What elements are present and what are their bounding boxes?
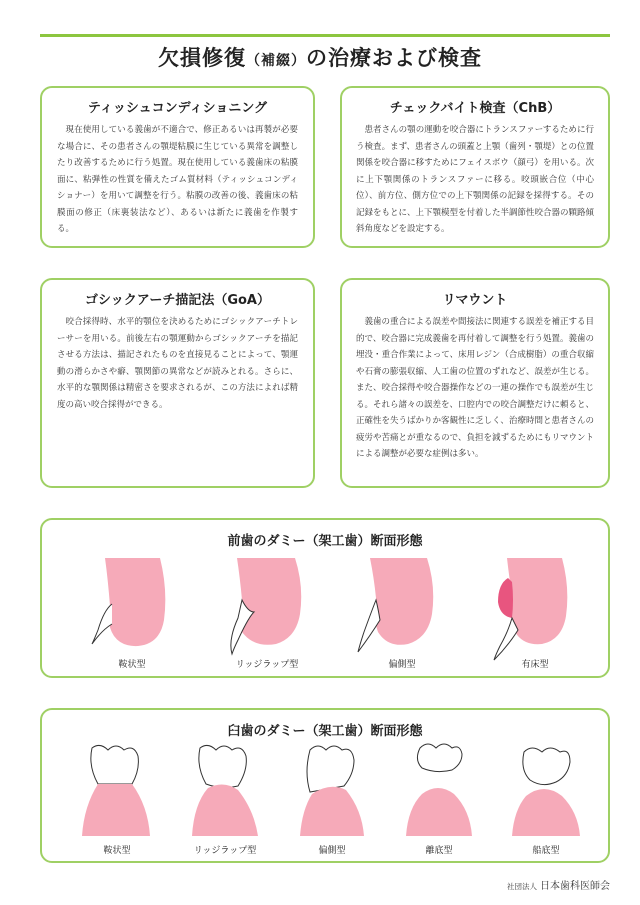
posterior-pontic-figures — [42, 710, 608, 861]
posterior-boat-figure — [512, 748, 580, 836]
anterior-label-1: 鞍状型 — [118, 660, 146, 670]
tissue-conditioning-box — [40, 86, 315, 248]
gothic-arch-text: 咬合採得時、水平的顎位を決めるためにゴシックアーチトレーサーを用いる。前後左右の顎運動からゴシックアーチを描記させる方法は、描記されたものを直接見ることによって、顎運動の滑らかさや癖、顎関節の異常などが読みとれる。さらに、水平的な顎関係は精密さを要求されるが、この方法によれば精度の高い咬合採得ができる。 — [57, 317, 298, 410]
remount-box — [340, 278, 610, 488]
anterior-pontic-figures — [42, 520, 608, 676]
posterior-label-1: 鞍状型 — [103, 846, 131, 856]
anterior-pontic-heading: 前歯のダミー（架工歯）断面形態 — [227, 534, 423, 549]
anterior-pontic-panel — [40, 518, 610, 678]
anterior-base-figure — [494, 558, 567, 660]
tissue-conditioning-text: 現在使用している義歯が不適合で、修正あるいは再製が必要な場合に、その患者さんの顎堤粘膜に生じている異常を調整したり改善するために行う処置。現在使用している義歯床の粘膜面に、粘弾性の性質を備えたゴム質材料（ティッシュコンディショナー）を用いて調整を行う。粘膜の改善の後、義歯床の粘膜面の修正（床裏装法など）、あるいは新たに義歯を作製する。 — [57, 125, 298, 234]
posterior-detached-figure — [406, 744, 472, 836]
remount-heading: リマウント — [442, 293, 508, 308]
anterior-label-3: 偏側型 — [388, 660, 416, 670]
posterior-pontic-panel — [40, 708, 610, 863]
posterior-label-5: 船底型 — [532, 846, 560, 856]
anterior-ridge-lap-figure — [231, 558, 301, 654]
top-rule — [40, 34, 610, 37]
posterior-saddle-figure — [82, 745, 150, 836]
posterior-pontic-heading: 臼歯のダミー（架工歯）断面形態 — [227, 724, 423, 739]
check-bite-heading: チェックバイト検査（ChB） — [389, 101, 561, 116]
posterior-label-4: 離底型 — [425, 846, 453, 856]
posterior-label-2: リッジラップ型 — [193, 846, 257, 856]
anterior-saddle-figure — [92, 558, 165, 646]
gothic-arch-box — [40, 278, 315, 488]
check-bite-box — [340, 86, 610, 248]
gothic-arch-heading: ゴシックアーチ描記法（GoA） — [84, 293, 270, 308]
remount-text: 義歯の重合による誤差や間接法に関連する誤差を補正する目的で、咬合器に完成義歯を再付着して調整を行う処置。義歯の埋没・重合作業によって、床用レジン（合成樹脂）の重合収縮や石膏の膨張収縮、人工歯の位置のずれなど、誤差が生じる。また、咬合採得や咬合器操作などの一連の操作でも誤差が生じる。それら諸々の誤差を、口腔内での咬合調整だけに頼ると、正確性を失うばかりか客観性に乏しく、治療時間と患者さんの疲労や苦痛とが重なるので、負担を減ずるためにもリマウントによる調整が必要な症例は多い。 — [356, 317, 595, 459]
posterior-ridge-lap-figure — [192, 745, 258, 836]
posterior-label-3: 偏側型 — [318, 846, 346, 856]
anterior-lateral-figure — [358, 558, 433, 652]
footer-org: 日本歯科医師会 — [540, 881, 610, 892]
posterior-lateral-figure — [300, 746, 364, 836]
title-rest: の治療および検査 — [306, 46, 482, 70]
title-paren: （補綴） — [246, 53, 306, 69]
anterior-label-2: リッジラップ型 — [235, 660, 299, 670]
footer-prefix: 社団法人 — [507, 882, 537, 891]
tissue-conditioning-heading: ティッシュコンディショニング — [87, 101, 268, 116]
footer-publisher — [507, 877, 610, 892]
anterior-label-4: 有床型 — [521, 660, 549, 670]
title-main: 欠損修復 — [158, 46, 246, 70]
check-bite-text: 患者さんの顎の運動を咬合器にトランスファーするために行う検査。まず、患者さんの頭蓋と上顎（歯列・顎堤）との位置関係を咬合器に移すためにフェイスボウ（顔弓）を用いる。次に上下顎関係のトランスファーに移る。咬頭嵌合位（中心位）、前方位、側方位での上下顎関係の記録を採得する。その記録をもとに、上下顎模型を付着した半調節性咬合器の顆路傾斜角度などを設定する。 — [356, 125, 595, 234]
page-title — [0, 42, 640, 72]
